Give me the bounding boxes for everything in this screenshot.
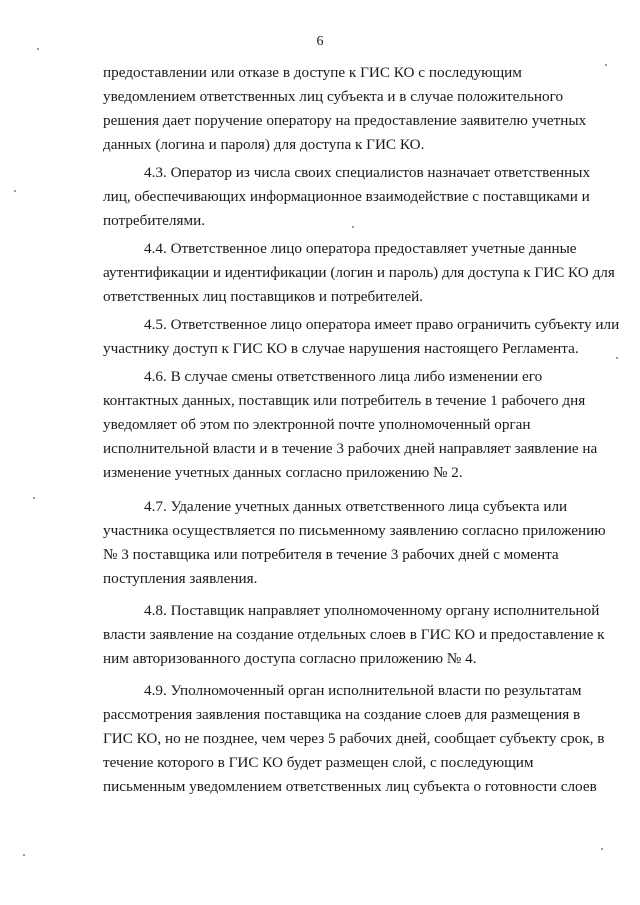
text-line: решения дает поручение оператору на предоставление заявителю учетных bbox=[103, 112, 587, 129]
scan-speck bbox=[23, 854, 25, 856]
text-line: уведомлением ответственных лиц субъекта и в случае положительного bbox=[103, 88, 564, 105]
text-line: письменным уведомлением ответственных лиц субъекта о готовности слоев bbox=[103, 778, 597, 795]
text-line: течение которого в ГИС КО будет размещен слой, с последующим bbox=[103, 754, 534, 771]
text-line: ГИС КО, но не позднее, чем через 5 рабочих дней, сообщает субъекту срок, в bbox=[103, 730, 605, 747]
paragraph-start-line: 4.3. Оператор из числа своих специалистов назначает ответственных bbox=[144, 164, 591, 181]
scan-speck bbox=[601, 848, 603, 850]
text-line: изменение учетных данных согласно приложению № 2. bbox=[103, 464, 463, 481]
text-line: ним авторизованного доступа согласно приложению № 4. bbox=[103, 650, 477, 667]
paragraph-start-line: 4.5. Ответственное лицо оператора имеет право ограничить субъекту или bbox=[144, 316, 620, 333]
paragraph-start-line: 4.9. Уполномоченный орган исполнительной власти по результатам bbox=[144, 682, 582, 699]
paragraph-start-line: 4.7. Удаление учетных данных ответственного лица субъекта или bbox=[144, 498, 568, 515]
text-line: ответственных лиц поставщиков и потребителей. bbox=[103, 288, 424, 305]
scan-speck bbox=[37, 48, 39, 50]
scan-speck bbox=[14, 190, 16, 192]
text-line: потребителями. bbox=[103, 212, 206, 229]
text-line: лиц, обеспечивающих информационное взаимодействие с поставщиками и bbox=[103, 188, 590, 205]
text-line: данных (логина и пароля) для доступа к ГИС КО. bbox=[103, 136, 425, 153]
text-line: предоставлении или отказе в доступе к ГИС КО с последующим bbox=[103, 64, 522, 81]
text-line: аутентификации и идентификации (логин и пароль) для доступа к ГИС КО для bbox=[103, 264, 615, 281]
text-line: уведомляет об этом по электронной почте уполномоченный орган bbox=[103, 416, 531, 433]
page-number: 6 bbox=[316, 34, 324, 49]
text-line: контактных данных, поставщик или потребитель в течение 1 рабочего дня bbox=[103, 392, 586, 409]
paragraph-start-line: 4.8. Поставщик направляет уполномоченному органу исполнительной bbox=[144, 602, 600, 619]
scan-speck bbox=[605, 64, 607, 66]
text-line: № 3 поставщика или потребителя в течение 3 рабочих дней с момента bbox=[103, 546, 559, 563]
scan-speck bbox=[352, 226, 354, 228]
text-line: участника осуществляется по письменному заявлению согласно приложению bbox=[103, 522, 606, 539]
text-line: поступления заявления. bbox=[103, 570, 258, 587]
paragraph-start-line: 4.4. Ответственное лицо оператора предоставляет учетные данные bbox=[144, 240, 577, 257]
text-line: участнику доступ к ГИС КО в случае нарушения настоящего Регламента. bbox=[103, 340, 579, 357]
text-line: рассмотрения заявления поставщика на создание слоев для размещения в bbox=[103, 706, 581, 723]
scan-speck bbox=[616, 357, 618, 359]
text-line: исполнительной власти и в течение 3 рабочих дней направляет заявление на bbox=[103, 440, 598, 457]
paragraph-start-line: 4.6. В случае смены ответственного лица либо изменении его bbox=[144, 368, 543, 385]
scan-speck bbox=[33, 497, 35, 499]
text-line: власти заявление на создание отдельных слоев в ГИС КО и предоставление к bbox=[103, 626, 605, 643]
